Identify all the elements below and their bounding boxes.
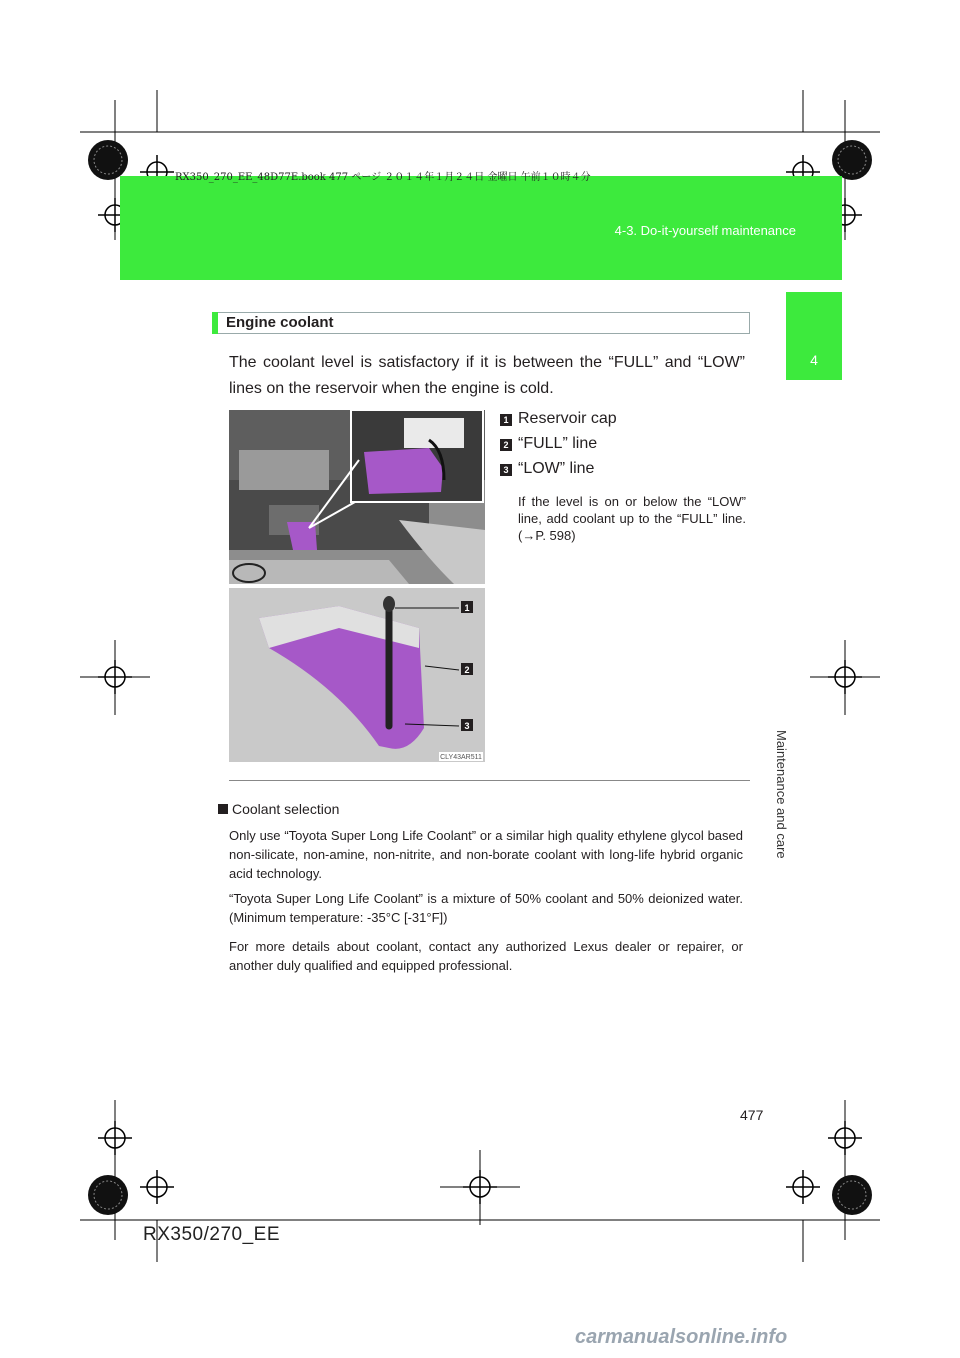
section-title: 4-3. Do-it-yourself maintenance bbox=[614, 223, 796, 238]
legend-number: 2 bbox=[500, 439, 512, 451]
watermark: carmanualsonline.info bbox=[575, 1326, 788, 1348]
legend-label: Reservoir cap bbox=[518, 410, 617, 427]
legend-note: If the level is on or below the “LOW” line, add coolant up to the “FULL” line. (→P. 598) bbox=[518, 494, 746, 543]
notes-heading bbox=[218, 801, 339, 817]
chapter-number: 4 bbox=[810, 352, 818, 368]
legend-item bbox=[500, 410, 750, 435]
section-heading-box bbox=[212, 312, 750, 334]
notes-heading-text: Coolant selection bbox=[232, 801, 340, 817]
coolant-reservoir-zoom bbox=[364, 448, 443, 494]
figure-code: CLY43AR511 bbox=[440, 754, 482, 761]
legend-label: “FULL” line bbox=[518, 435, 598, 452]
heading-accent-bar bbox=[212, 312, 218, 334]
callout-3: 3 bbox=[464, 721, 470, 731]
page-number: 477 bbox=[740, 1107, 764, 1123]
engine-bay-photo bbox=[229, 410, 485, 584]
bullet-square-icon bbox=[218, 804, 228, 814]
legend-item bbox=[500, 435, 750, 460]
note-paragraph: “Toyota Super Long Life Coolant” is a mixture of 50% coolant and 50% deionized water. (Minimum temperature: -35°C [-31°F]) bbox=[229, 891, 743, 925]
callout-1: 1 bbox=[464, 603, 470, 613]
legend bbox=[500, 410, 750, 544]
chapter-label: Maintenance and care bbox=[774, 730, 789, 859]
reservoir-diagram bbox=[229, 588, 485, 762]
divider bbox=[229, 780, 750, 781]
legend-number: 1 bbox=[500, 414, 512, 426]
legend-number: 3 bbox=[500, 464, 512, 476]
legend-label: “LOW” line bbox=[518, 460, 595, 477]
intro-paragraph: The coolant level is satisfactory if it is between the “FULL” and “LOW” lines on the reservoir when the engine is cold. bbox=[229, 354, 745, 397]
note-paragraph: For more details about coolant, contact any authorized Lexus dealer or repairer, or another duly qualified and equipped professional. bbox=[229, 939, 743, 973]
footer-model: RX350/270_EE bbox=[143, 1224, 280, 1245]
legend-item bbox=[500, 460, 750, 485]
book-info-line: RX350_270_EE_48D77E.book 477 ページ ２０１４年１月２４日 金曜日 午前１０時４分 bbox=[175, 172, 591, 183]
callout-2: 2 bbox=[464, 665, 470, 675]
note-paragraph: Only use “Toyota Super Long Life Coolant” or a similar high quality ethylene glycol based non-silicate, non-amine, non-nitrite, and non-borate coolant with long-life hybrid organic acid technology. bbox=[229, 828, 743, 881]
section-heading: Engine coolant bbox=[226, 314, 334, 331]
